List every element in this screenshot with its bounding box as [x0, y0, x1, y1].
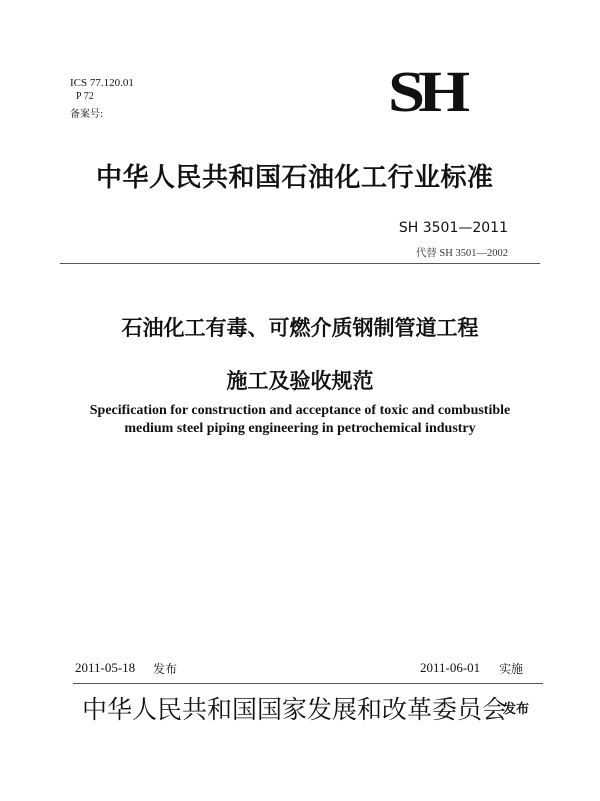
org-title: 中华人民共和国石油化工行业标准 [96, 163, 494, 193]
title-en-line1: Specification for construction and acceptance of toxic and combustible [89, 403, 511, 418]
title-en-line2: medium steel piping engineering in petrochemical industry [124, 421, 476, 436]
implement-date: 2011-06-01 [420, 660, 481, 675]
sh-logo: SH [388, 59, 464, 124]
bottom-divider [73, 683, 543, 684]
standard-number: SH 3501—2011 [398, 220, 508, 236]
class-code: P 72 [76, 91, 94, 102]
implement-label: 实施 [499, 662, 524, 676]
publisher-name: 中华人民共和国国家发展和改革委员会 [82, 697, 508, 724]
title-cn-line2: 施工及验收规范 [226, 369, 374, 393]
divider [60, 263, 540, 264]
issue-date: 2011-05-18 [75, 660, 136, 675]
publisher-label: 发布 [503, 702, 530, 717]
filing-label: 备案号: [70, 109, 104, 120]
ics-code: ICS 77.120.01 [70, 77, 134, 89]
title-cn-line1: 石油化工有毒、可燃介质钢制管道工程 [121, 316, 479, 340]
replaces-standard: 代替 SH 3501—2002 [415, 248, 508, 259]
issue-label: 发布 [153, 662, 178, 676]
